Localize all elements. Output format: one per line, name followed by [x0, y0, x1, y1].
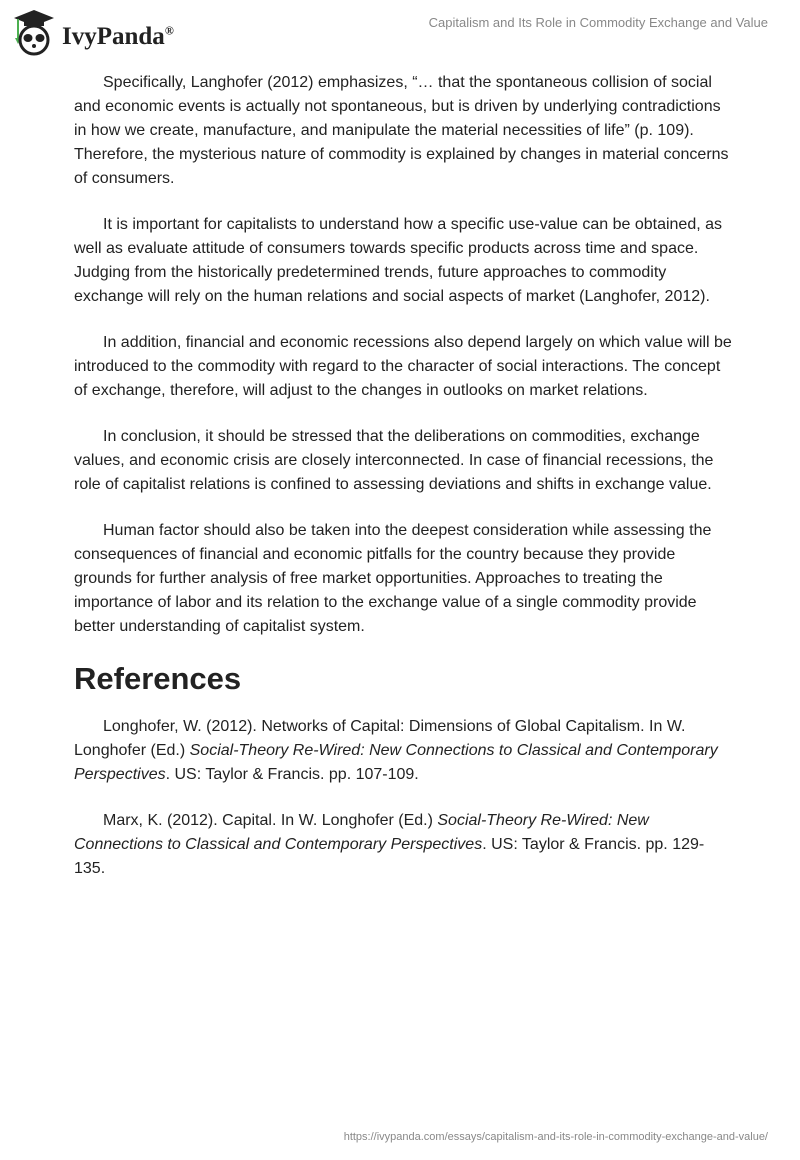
paragraph: In addition, financial and economic recessions also depend largely on which value will be introduced to the commodity with regard to the character of social interactions. The concept of exchange, therefore, will adjust to the changes in outlooks on market relations.	[74, 334, 732, 399]
paragraph: In conclusion, it should be stressed that the deliberations on commodities, exchange values, and economic crisis are closely interconnected. In case of financial recessions, the role of capitalist relations is confined to assessing deviations and shifts in exchange value.	[74, 428, 714, 493]
source-url[interactable]: https://ivypanda.com/essays/capitalism-and-its-role-in-commodity-exchange-and-value/	[343, 1131, 768, 1143]
essay-body	[74, 71, 734, 903]
reference-item: Longhofer, W. (2012). Networks of Capital: Dimensions of Global Capitalism. In W. Longhofer (Ed.) Social-Theory Re-Wired: New Connections to Classical and Contemporary Perspectives. US: Taylor & Francis. pp. 107-109.	[74, 718, 718, 783]
paragraph: Specifically, Langhofer (2012) emphasizes, “… that the spontaneous collision of social and economic events is actually not spontaneous, but is driven by underlying contradictions in how we create, manufacture, and manipulate the material necessities of life” (p. 109). Therefore, the mysterious nature of commodity is explained by changes in material concerns of consumers.	[74, 74, 729, 187]
reference-item: Marx, K. (2012). Capital. In W. Longhofer (Ed.) Social-Theory Re-Wired: New Connections to Classical and Contemporary Perspectives. US: Taylor & Francis. pp. 129-135.	[74, 812, 705, 877]
paragraph: Human factor should also be taken into the deepest consideration while assessing the consequences of financial and economic pitfalls for the country because they provide grounds for further analysis of free market opportunities. Approaches to treating the importance of labor and its relation to the exchange value of a single commodity provide better understanding of capitalist system.	[74, 522, 712, 635]
panda-graduate-icon	[12, 8, 56, 56]
logo-text: IvyPanda®	[62, 23, 174, 50]
ivypanda-logo[interactable]	[12, 8, 174, 56]
paragraph: It is important for capitalists to understand how a specific use-value can be obtained, as well as evaluate attitude of consumers towards specific products across time and space. Judging from the historically predetermined trends, future approaches to commodity exchange will rely on the human relations and social aspects of market (Langhofer, 2012).	[74, 216, 723, 305]
references-heading: References	[74, 661, 242, 696]
document-title: Capitalism and Its Role in Commodity Exchange and Value	[428, 15, 768, 30]
